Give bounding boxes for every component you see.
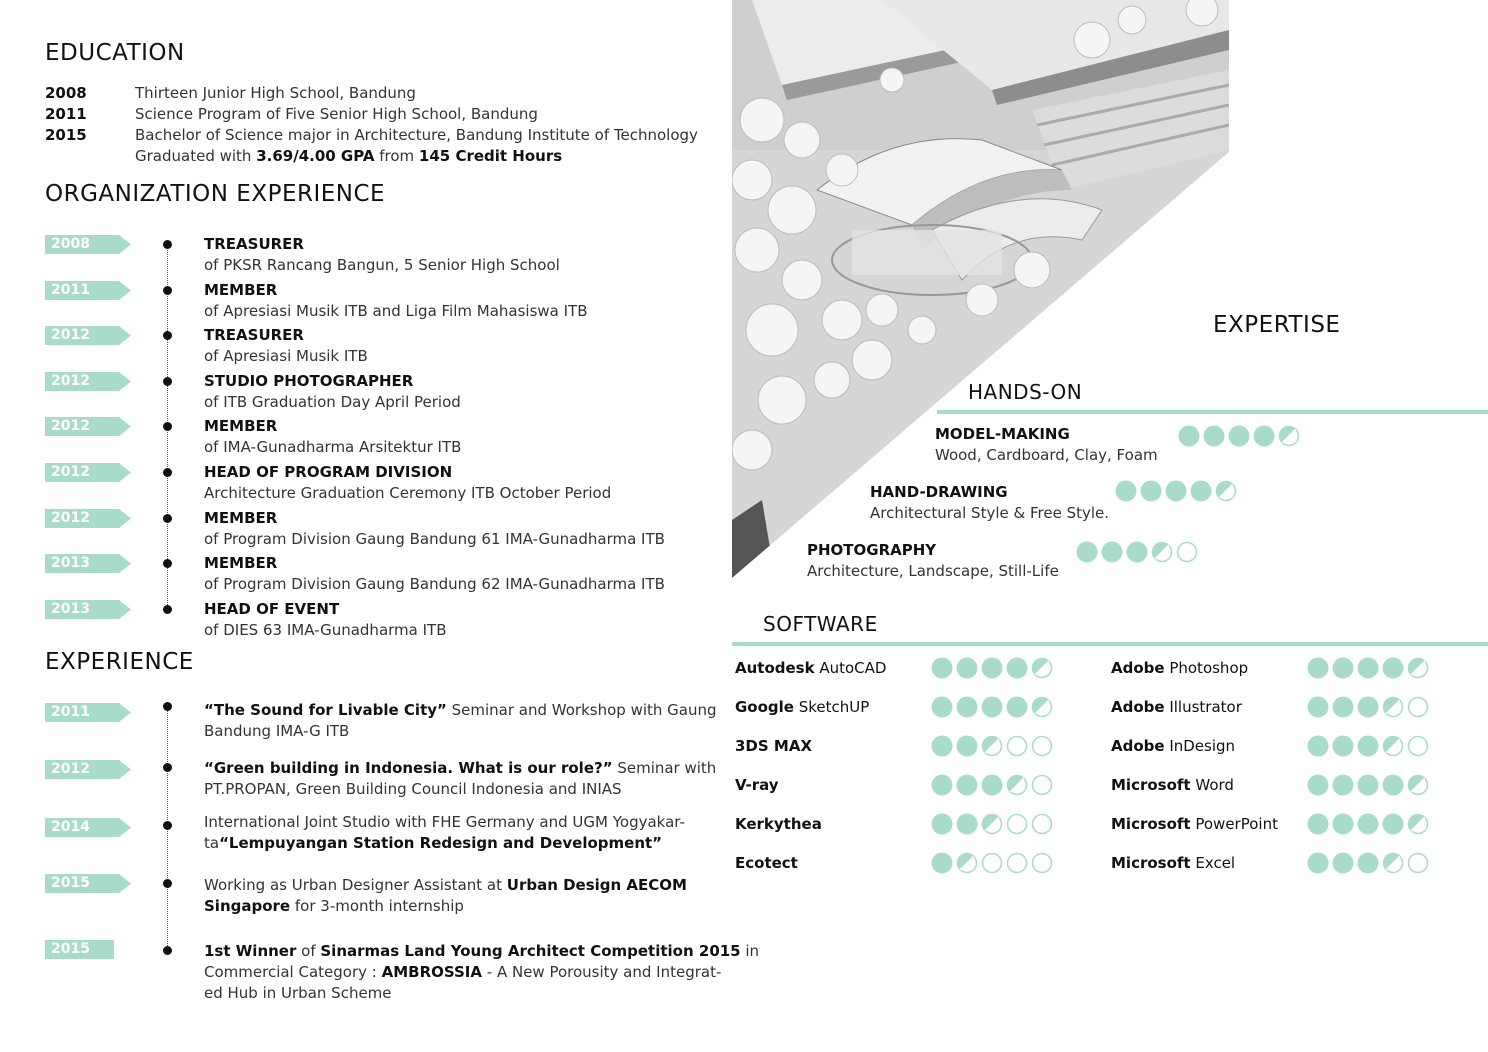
- rating-dot-empty: [1033, 854, 1052, 873]
- software-item: [1111, 659, 1248, 677]
- rating-dot-full: [1127, 542, 1148, 563]
- rating-dot-full: [1358, 775, 1379, 796]
- software-item: [735, 698, 869, 716]
- rating-circles: [930, 734, 1054, 758]
- experience-text: Bandung IMA-G ITB: [204, 722, 350, 740]
- experience-item: [204, 758, 716, 800]
- rating-dots: [1075, 540, 1199, 568]
- timeline-dot: [163, 240, 172, 249]
- organization-role: MEMBER: [204, 281, 278, 299]
- education-year: 2015: [45, 126, 87, 144]
- software-name: SketchUP: [793, 698, 870, 716]
- education-row: [45, 83, 472, 104]
- software-name: Word: [1190, 776, 1234, 794]
- rating-dots: [930, 734, 1054, 762]
- experience-title: “The Sound for Livable City”: [204, 701, 447, 719]
- experience-title: “Green building in Indonesia. What is our role?”: [204, 759, 613, 777]
- rating-dot-full: [1308, 697, 1329, 718]
- organization-item: [204, 325, 368, 367]
- year-tag-label: 2012: [51, 373, 90, 389]
- rating-dot-full: [932, 814, 953, 835]
- rating-dots: [1306, 695, 1430, 723]
- software-brand: Adobe: [1111, 698, 1165, 716]
- education-text: Thirteen Junior High School, Bandung: [135, 84, 416, 102]
- experience-title: AMBROSSIA: [381, 963, 482, 981]
- software-item: [1111, 776, 1234, 794]
- skill-title: MODEL-MAKING: [935, 425, 1070, 443]
- software-heading: SOFTWARE: [763, 612, 878, 636]
- rating-dot-full: [1308, 775, 1329, 796]
- rating-circles: [930, 773, 1054, 797]
- skill-hand-drawing: [870, 482, 1109, 524]
- rating-circles: [1306, 812, 1430, 836]
- rating-circles: [1114, 479, 1238, 503]
- year-tag-label: 2011: [51, 704, 90, 720]
- software-item: [1111, 815, 1278, 833]
- timeline-dot: [163, 605, 172, 614]
- year-tag-label: 2013: [51, 555, 90, 571]
- year-tag: [45, 281, 131, 300]
- timeline-dot: [163, 946, 172, 955]
- year-tag: [45, 235, 131, 254]
- rating-dot-full: [1116, 481, 1137, 502]
- organization-desc: Architecture Graduation Ceremony ITB October Period: [204, 484, 612, 502]
- organization-desc: of Apresiasi Musik ITB and Liga Film Mahasiswa ITB: [204, 302, 588, 320]
- experience-text: of: [296, 942, 321, 960]
- skill-photography: [807, 540, 1059, 582]
- experience-text: for 3-month internship: [290, 897, 464, 915]
- rating-dot-full: [1358, 814, 1379, 835]
- timeline-dot: [163, 821, 172, 830]
- organization-desc: of ITB Graduation Day April Period: [204, 393, 461, 411]
- software-brand: Ecotect: [735, 854, 798, 872]
- software-item: [1111, 737, 1235, 755]
- rating-dots: [930, 695, 1054, 723]
- experience-text: Commercial Category :: [204, 963, 382, 981]
- software-brand: Kerkythea: [735, 815, 822, 833]
- software-name: Illustrator: [1164, 698, 1242, 716]
- organization-item: [204, 416, 461, 458]
- hands-on-divider: [937, 410, 1488, 414]
- timeline-dot: [163, 331, 172, 340]
- skill-title: PHOTOGRAPHY: [807, 541, 937, 559]
- experience-text: - A New Porousity and Integrat-: [482, 963, 722, 981]
- year-tag-label: 2012: [51, 464, 90, 480]
- timeline-dot: [163, 514, 172, 523]
- rating-dot-full: [1204, 426, 1225, 447]
- rating-circles: [930, 851, 1054, 875]
- education-row: [45, 104, 538, 125]
- software-name: Photoshop: [1164, 659, 1249, 677]
- rating-circles: [1306, 734, 1430, 758]
- experience-item: [204, 812, 685, 854]
- rating-circles: [1306, 656, 1430, 680]
- rating-dot-full: [1308, 853, 1329, 874]
- year-tag-label: 2013: [51, 601, 90, 617]
- experience-text: in: [740, 942, 760, 960]
- rating-dot-full: [957, 736, 978, 757]
- rating-dot-full: [957, 658, 978, 679]
- organization-desc: of IMA-Gunadharma Arsitektur ITB: [204, 438, 462, 456]
- software-item: [1111, 698, 1242, 716]
- rating-dots: [1306, 812, 1430, 840]
- rating-dot-full: [932, 658, 953, 679]
- organization-role: TREASURER: [204, 235, 304, 253]
- rating-dot-full: [1333, 814, 1354, 835]
- experience-text: ta: [204, 834, 220, 852]
- year-tag: [45, 417, 131, 436]
- rating-dot-full: [957, 775, 978, 796]
- year-tag: [45, 760, 131, 779]
- rating-dots: [930, 656, 1054, 684]
- year-tag-label: 2012: [51, 327, 90, 343]
- rating-dot-full: [1358, 658, 1379, 679]
- software-brand: Google: [735, 698, 794, 716]
- rating-dot-empty: [1178, 543, 1197, 562]
- credit-hours: 145 Credit Hours: [418, 147, 563, 165]
- year-tag-label: 2012: [51, 418, 90, 434]
- software-brand: Autodesk: [735, 659, 815, 677]
- experience-text: ed Hub in Urban Scheme: [204, 984, 392, 1002]
- rating-dot-full: [1141, 481, 1162, 502]
- software-item: [735, 737, 812, 755]
- rating-dot-full: [1308, 814, 1329, 835]
- software-name: InDesign: [1164, 737, 1236, 755]
- rating-dot-full: [1333, 658, 1354, 679]
- rating-dot-empty: [1033, 776, 1052, 795]
- education-year: 2011: [45, 105, 87, 123]
- organization-item: [204, 599, 446, 641]
- rating-dot-full: [982, 697, 1003, 718]
- education-year: 2008: [45, 84, 87, 102]
- experience-title: Singapore: [204, 897, 291, 915]
- software-brand: Microsoft: [1111, 854, 1191, 872]
- skill-desc: Architecture, Landscape, Still-Life: [807, 562, 1059, 580]
- rating-dot-empty: [1008, 854, 1027, 873]
- rating-dot-empty: [1033, 737, 1052, 756]
- year-tag: [45, 509, 131, 528]
- organization-item: [204, 280, 588, 322]
- software-name: AutoCAD: [814, 659, 887, 677]
- year-tag: [45, 554, 131, 573]
- software-brand: Microsoft: [1111, 776, 1191, 794]
- education-row: [45, 125, 698, 146]
- rating-dot-full: [1166, 481, 1187, 502]
- education-text: Science Program of Five Senior High School, Bandung: [135, 105, 538, 123]
- software-item: [735, 854, 798, 872]
- timeline-dot: [163, 879, 172, 888]
- experience-title: 1st Winner: [204, 942, 297, 960]
- timeline-dot: [163, 468, 172, 477]
- organization-heading: ORGANIZATION EXPERIENCE: [45, 181, 386, 207]
- experience-text: International Joint Studio with FHE Germany and UGM Yogyakar-: [204, 813, 685, 831]
- organization-role: HEAD OF EVENT: [204, 600, 340, 618]
- rating-dot-empty: [1409, 854, 1428, 873]
- rating-dots: [930, 773, 1054, 801]
- rating-dot-full: [1229, 426, 1250, 447]
- organization-desc: of Program Division Gaung Bandung 61 IMA-Gunadharma ITB: [204, 530, 665, 548]
- rating-dot-empty: [1008, 815, 1027, 834]
- experience-item: [204, 875, 687, 917]
- year-tag: [45, 940, 115, 959]
- rating-dot-full: [1077, 542, 1098, 563]
- graduation-line: [135, 146, 562, 167]
- year-tag-label: 2014: [51, 819, 90, 835]
- organization-desc: of Program Division Gaung Bandung 62 IMA-Gunadharma ITB: [204, 575, 665, 593]
- year-tag: [45, 818, 131, 837]
- rating-dot-full: [982, 775, 1003, 796]
- experience-heading: EXPERIENCE: [45, 649, 194, 675]
- rating-dot-empty: [1008, 737, 1027, 756]
- timeline-dot: [163, 377, 172, 386]
- experience-title: Urban Design AECOM: [506, 876, 687, 894]
- organization-role: MEMBER: [204, 554, 278, 572]
- software-brand: V-ray: [735, 776, 779, 794]
- rating-dots: [1177, 424, 1301, 452]
- timeline-dot: [163, 559, 172, 568]
- rating-dot-empty: [983, 854, 1002, 873]
- experience-title: Sinarmas Land Young Architect Competition 2015: [320, 942, 741, 960]
- rating-circles: [1075, 540, 1199, 564]
- rating-dot-full: [1308, 736, 1329, 757]
- experience-text: Seminar and Workshop with Gaung: [446, 701, 717, 719]
- year-tag: [45, 600, 131, 619]
- skill-desc: Architectural Style & Free Style.: [870, 504, 1110, 522]
- rating-dot-full: [1333, 775, 1354, 796]
- rating-dot-full: [1102, 542, 1123, 563]
- rating-dot-full: [957, 697, 978, 718]
- rating-dot-full: [1333, 853, 1354, 874]
- year-tag: [45, 372, 131, 391]
- rating-dot-full: [1383, 814, 1404, 835]
- rating-dot-full: [1333, 697, 1354, 718]
- rating-dot-full: [1358, 697, 1379, 718]
- organization-desc: of DIES 63 IMA-Gunadharma ITB: [204, 621, 447, 639]
- year-tag-label: 2012: [51, 761, 90, 777]
- rating-dot-full: [1358, 736, 1379, 757]
- rating-dot-full: [1383, 658, 1404, 679]
- timeline-dot: [163, 702, 172, 711]
- rating-dots: [930, 812, 1054, 840]
- year-tag-label: 2015: [51, 941, 90, 957]
- rating-dot-full: [1254, 426, 1275, 447]
- software-name: Excel: [1190, 854, 1236, 872]
- rating-dot-full: [1007, 697, 1028, 718]
- year-tag: [45, 326, 131, 345]
- rating-dot-full: [1383, 775, 1404, 796]
- organization-item: [204, 462, 611, 504]
- software-divider: [732, 642, 1488, 646]
- timeline-dot: [163, 422, 172, 431]
- year-tag-label: 2011: [51, 282, 90, 298]
- software-item: [735, 776, 779, 794]
- organization-desc: of Apresiasi Musik ITB: [204, 347, 368, 365]
- rating-dot-full: [932, 853, 953, 874]
- software-brand: Adobe: [1111, 659, 1165, 677]
- experience-item: [204, 941, 759, 1004]
- organization-desc: of PKSR Rancang Bangun, 5 Senior High School: [204, 256, 560, 274]
- software-brand: Microsoft: [1111, 815, 1191, 833]
- rating-dot-full: [932, 736, 953, 757]
- rating-dot-full: [982, 658, 1003, 679]
- rating-dot-full: [932, 697, 953, 718]
- year-tag: [45, 703, 131, 722]
- software-brand: Adobe: [1111, 737, 1165, 755]
- organization-role: MEMBER: [204, 509, 278, 527]
- organization-role: TREASURER: [204, 326, 304, 344]
- rating-dot-empty: [1409, 737, 1428, 756]
- experience-item: [204, 700, 717, 742]
- rating-dots: [1306, 851, 1430, 879]
- skill-title: HAND-DRAWING: [870, 483, 1008, 501]
- rating-dot-full: [1179, 426, 1200, 447]
- organization-role: MEMBER: [204, 417, 278, 435]
- year-tag: [45, 463, 131, 482]
- year-tag-label: 2008: [51, 236, 90, 252]
- rating-dots: [930, 851, 1054, 879]
- hands-on-heading: HANDS-ON: [968, 380, 1083, 404]
- skill-desc: Wood, Cardboard, Clay, Foam: [935, 446, 1158, 464]
- rating-dots: [1306, 773, 1430, 801]
- software-brand: 3DS MAX: [735, 737, 813, 755]
- timeline-dot: [163, 763, 172, 772]
- organization-role: STUDIO PHOTOGRAPHER: [204, 372, 414, 390]
- education-text: Bachelor of Science major in Architecture, Bandung Institute of Technology: [135, 126, 698, 144]
- rating-dot-full: [932, 775, 953, 796]
- rating-dot-full: [1358, 853, 1379, 874]
- software-item: [1111, 854, 1235, 872]
- skill-model-making: [935, 424, 1158, 466]
- rating-dots: [1306, 734, 1430, 762]
- education-list: [45, 83, 698, 167]
- rating-circles: [930, 695, 1054, 719]
- timeline-dot: [163, 286, 172, 295]
- rating-dot-full: [1333, 736, 1354, 757]
- rating-dot-full: [1191, 481, 1212, 502]
- grad-mid: from: [374, 147, 419, 165]
- rating-dot-full: [1007, 658, 1028, 679]
- expertise-heading: EXPERTISE: [1213, 312, 1341, 338]
- year-tag-label: 2015: [51, 875, 90, 891]
- rating-dot-empty: [1033, 815, 1052, 834]
- year-tag-label: 2012: [51, 510, 90, 526]
- software-item: [735, 815, 822, 833]
- organization-item: [204, 553, 665, 595]
- rating-circles: [1306, 851, 1430, 875]
- rating-circles: [930, 656, 1054, 680]
- organization-item: [204, 234, 560, 276]
- software-name: PowerPoint: [1190, 815, 1278, 833]
- grad-prefix: Graduated with: [135, 147, 257, 165]
- rating-dot-full: [1308, 658, 1329, 679]
- rating-dot-empty: [1409, 698, 1428, 717]
- software-item: [735, 659, 886, 677]
- education-heading: EDUCATION: [45, 40, 185, 66]
- experience-title: “Lempuyangan Station Redesign and Development”: [219, 834, 663, 852]
- experience-text: PT.PROPAN, Green Building Council Indonesia and INIAS: [204, 780, 622, 798]
- rating-circles: [1306, 695, 1430, 719]
- gpa-value: 3.69/4.00 GPA: [256, 147, 375, 165]
- rating-circles: [1177, 424, 1301, 448]
- rating-dot-full: [957, 814, 978, 835]
- rating-circles: [1306, 773, 1430, 797]
- experience-text: Working as Urban Designer Assistant at: [204, 876, 507, 894]
- rating-circles: [930, 812, 1054, 836]
- organization-item: [204, 508, 665, 550]
- rating-dots: [1306, 656, 1430, 684]
- year-tag: [45, 874, 131, 893]
- organization-item: [204, 371, 461, 413]
- rating-dots: [1114, 479, 1238, 507]
- experience-text: Seminar with: [612, 759, 717, 777]
- organization-role: HEAD OF PROGRAM DIVISION: [204, 463, 453, 481]
